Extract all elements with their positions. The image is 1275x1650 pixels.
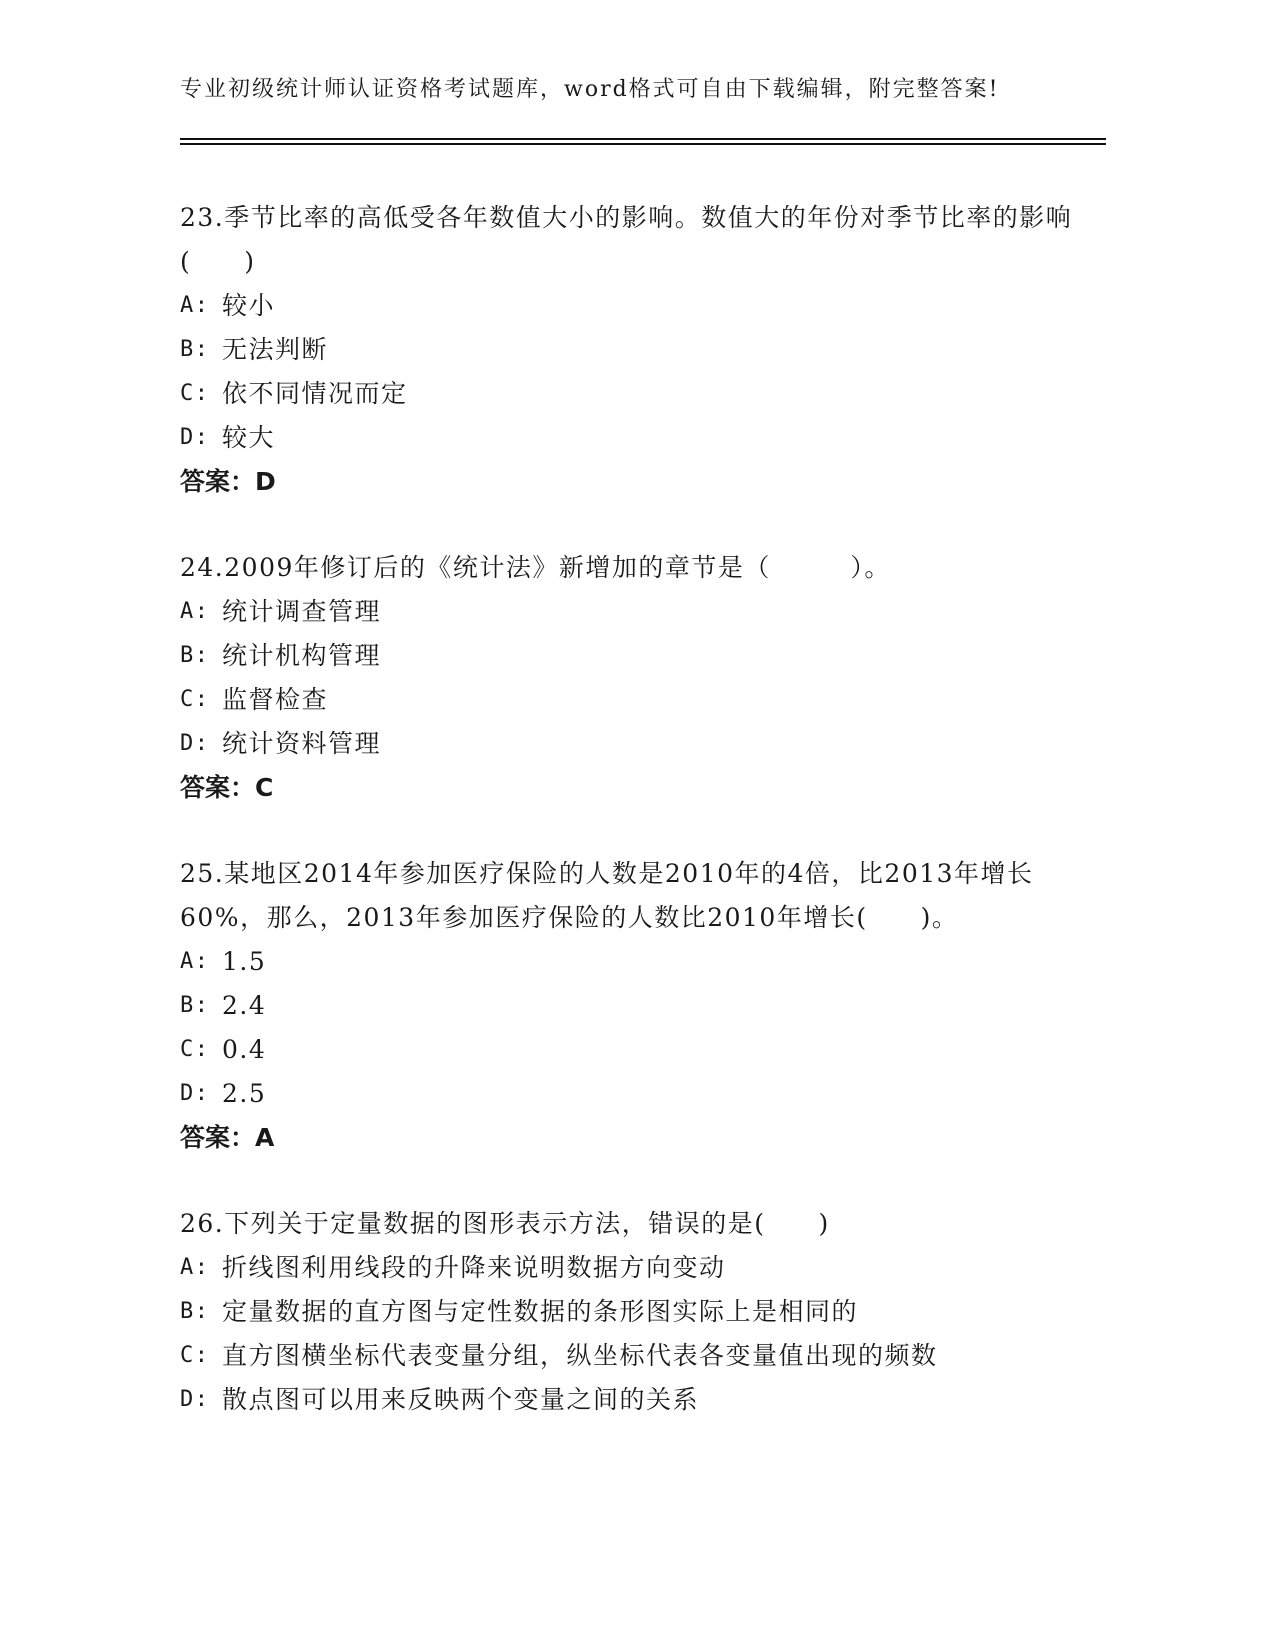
option-key: D: [180,425,210,450]
option-text: 直方图横坐标代表变量分组，纵坐标代表各变量值出现的频数 [222,1341,938,1370]
option-c [180,372,1080,416]
option-d [180,722,1080,766]
question-23 [180,196,1080,504]
option-text: 散点图可以用来反映两个变量之间的关系 [222,1385,700,1414]
question-stem: 26.下列关于定量数据的图形表示方法，错误的是( ) [180,1209,830,1238]
header-divider [180,138,1106,140]
option-key: A: [180,1255,210,1280]
option-c [180,1028,1080,1072]
option-key: D: [180,1081,210,1106]
answer-line: 答案：C [180,773,274,802]
option-a [180,590,1080,634]
option-text: 统计机构管理 [222,641,382,670]
answer-line: 答案：A [180,1123,275,1152]
option-text: 0.4 [222,1035,267,1064]
option-c [180,678,1080,722]
option-text: 2.5 [222,1079,267,1108]
option-b [180,1290,1080,1334]
option-text: 2.4 [222,991,267,1020]
option-text: 1.5 [222,947,267,976]
option-key: D: [180,1387,210,1412]
option-text: 较小 [222,291,276,320]
option-text: 较大 [222,423,276,452]
question-24 [180,546,1080,810]
option-b [180,984,1080,1028]
option-text: 折线图利用线段的升降来说明数据方向变动 [222,1253,726,1282]
option-a [180,284,1080,328]
question-25 [180,852,1080,1160]
option-key: B: [180,643,210,668]
option-key: B: [180,1299,210,1324]
option-key: C: [180,1037,210,1062]
option-key: C: [180,1343,210,1368]
question-26 [180,1202,1080,1422]
option-key: B: [180,993,210,1018]
option-key: B: [180,337,210,362]
option-b [180,634,1080,678]
answer-line: 答案：D [180,467,276,496]
option-a [180,1246,1080,1290]
option-key: C: [180,687,210,712]
question-stem: 24.2009年修订后的《统计法》新增加的章节是（ ）。 [180,553,891,582]
option-d [180,1378,1080,1422]
option-text: 定量数据的直方图与定性数据的条形图实际上是相同的 [222,1297,859,1326]
option-key: C: [180,381,210,406]
option-text: 统计资料管理 [222,729,382,758]
option-c [180,1334,1080,1378]
option-b [180,328,1080,372]
header-divider-double [180,143,1106,145]
option-text: 监督检查 [222,685,329,714]
page-header: 专业初级统计师认证资格考试题库，word格式可自由下载编辑，附完整答案! [180,77,1000,102]
option-a [180,940,1080,984]
question-stem: 25.某地区2014年参加医疗保险的人数是2010年的4倍，比2013年增长60%，那么，2013年参加医疗保险的人数比2010年增长( )。 [180,859,1034,932]
option-key: A: [180,949,210,974]
option-d [180,1072,1080,1116]
question-list [180,196,1080,1464]
question-stem: 23.季节比率的高低受各年数值大小的影响。数值大的年份对季节比率的影响( ) [180,203,1073,276]
option-key: A: [180,599,210,624]
option-text: 无法判断 [222,335,329,364]
option-text: 统计调查管理 [222,597,382,626]
option-text: 依不同情况而定 [222,379,408,408]
option-key: D: [180,731,210,756]
option-key: A: [180,293,210,318]
option-d [180,416,1080,460]
